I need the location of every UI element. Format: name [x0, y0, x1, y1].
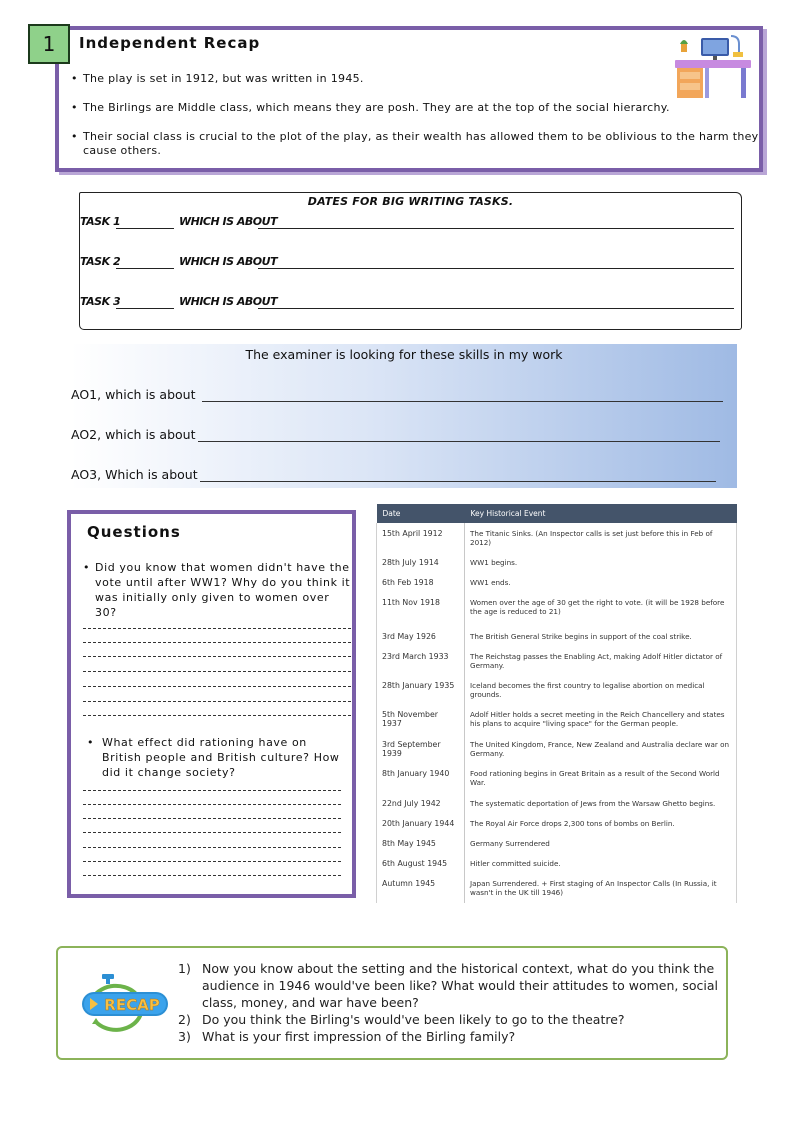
answer-line[interactable]	[83, 656, 351, 657]
event-date-cell: 20th January 1944	[377, 813, 465, 833]
event-date-cell: Autumn 1945	[377, 873, 465, 903]
recap-stopwatch-icon	[80, 974, 170, 1032]
examiner-title: The examiner is looking for these skills in my work	[245, 347, 563, 362]
questions-title: Questions	[87, 523, 181, 541]
answer-line[interactable]	[83, 847, 341, 848]
answer-line[interactable]	[83, 804, 341, 805]
event-date-cell: 8th May 1945	[377, 833, 465, 853]
recap-question	[178, 960, 718, 1011]
ao2-row	[71, 427, 731, 445]
which-label: WHICH IS ABOUT	[179, 255, 278, 268]
event-description-cell: Japan Surrendered. + First staging of An Inspector Calls (In Russia, it wasn't in the UK till 1946)	[465, 873, 737, 903]
task-topic-line[interactable]	[258, 255, 734, 269]
question-text: Now you know about the setting and the historical context, what do you think the audience in 1946 would've been like? What would their attitudes to women, social class, money, and war have been?	[202, 961, 718, 1010]
answer-line[interactable]	[83, 642, 351, 643]
answer-line[interactable]	[83, 686, 351, 687]
answer-line[interactable]	[83, 671, 351, 672]
question-number: 3)	[178, 1029, 191, 1044]
task-topic-line[interactable]	[258, 215, 734, 229]
answer-line[interactable]	[83, 861, 341, 862]
table-row	[377, 873, 737, 903]
event-description-cell: The United Kingdom, France, New Zealand and Australia declare war on Germany.	[465, 734, 737, 763]
event-date-cell: 6th August 1945	[377, 853, 465, 873]
event-date-cell: 22nd July 1942	[377, 793, 465, 813]
table-header-row	[377, 504, 737, 523]
recap-questions-box	[56, 946, 728, 1060]
ao-label: AO1, which is about	[71, 387, 196, 402]
table-row	[377, 833, 737, 853]
answer-line[interactable]	[83, 715, 351, 716]
big-writing-dates-box	[79, 192, 742, 330]
answer-line[interactable]	[83, 790, 341, 791]
event-date-cell: 3rd May 1926	[377, 626, 465, 646]
table-row	[377, 734, 737, 763]
event-description-cell: WW1 ends.	[465, 572, 737, 592]
event-description-cell: WW1 begins.	[465, 552, 737, 572]
event-description-cell: The British General Strike begins in support of the coal strike.	[465, 626, 737, 646]
task-row-2	[80, 255, 740, 271]
answer-line[interactable]	[83, 875, 341, 876]
ao-answer-line[interactable]	[202, 387, 723, 402]
desk-computer-icon	[671, 32, 755, 102]
recap-point: • The Birlings are Middle class, which means they are posh. They are at the top of the social hierarchy.	[71, 101, 759, 115]
ao-label: AO3, Which is about	[71, 467, 198, 482]
task-label: TASK 1	[80, 215, 121, 228]
column-header-event: Key Historical Event	[465, 504, 737, 523]
ao3-row	[71, 467, 731, 485]
question-text: Do you think the Birling's would've been likely to go to the theatre?	[202, 1012, 625, 1027]
task-date-line[interactable]	[116, 255, 174, 269]
event-date-cell: 23rd March 1933	[377, 646, 465, 675]
questions-box	[67, 510, 356, 898]
event-description-cell: Germany Surrendered	[465, 833, 737, 853]
table-row	[377, 572, 737, 592]
recap-points	[71, 72, 759, 173]
table-row	[377, 592, 737, 626]
question-number: 2)	[178, 1012, 191, 1027]
table-row	[377, 626, 737, 646]
which-label: WHICH IS ABOUT	[179, 295, 278, 308]
task-label: TASK 2	[80, 255, 121, 268]
table-row	[377, 646, 737, 675]
event-date-cell: 28th July 1914	[377, 552, 465, 572]
event-date-cell: 5th November 1937	[377, 704, 465, 734]
dates-title: DATES FOR BIG WRITING TASKS.	[307, 195, 514, 208]
task-date-line[interactable]	[116, 295, 174, 309]
answer-line[interactable]	[83, 701, 351, 702]
ao-answer-line[interactable]	[198, 427, 720, 442]
recap-question-list	[178, 960, 718, 1045]
question-text: What is your first impression of the Birling family?	[202, 1029, 516, 1044]
question-number: 1)	[178, 961, 191, 976]
bullet-glyph: •	[83, 561, 90, 574]
independent-recap-box	[55, 26, 763, 172]
answer-line[interactable]	[83, 832, 341, 833]
event-date-cell: 3rd September 1939	[377, 734, 465, 763]
event-date-cell: 15th April 1912	[377, 523, 465, 552]
recap-question	[178, 1011, 718, 1028]
answer-line[interactable]	[83, 818, 341, 819]
lesson-number-badge: 1	[28, 24, 70, 64]
table-row	[377, 675, 737, 704]
historical-timeline-table	[376, 504, 737, 903]
bullet-glyph: •	[87, 736, 94, 749]
task-date-line[interactable]	[116, 215, 174, 229]
answer-line[interactable]	[83, 628, 351, 629]
event-date-cell: 28th January 1935	[377, 675, 465, 704]
question-text: What effect did rationing have on British people and British culture? How did it change society?	[102, 736, 340, 779]
event-description-cell: Iceland becomes the first country to legalise abortion on medical grounds.	[465, 675, 737, 704]
ao-label: AO2, which is about	[71, 427, 196, 442]
event-description-cell: Hitler committed suicide.	[465, 853, 737, 873]
recap-point: • Their social class is crucial to the plot of the play, as their wealth has allowed them to be oblivious to the harm they cause others.	[71, 130, 759, 158]
event-description-cell: Food rationing begins in Great Britain as a result of the Second World War.	[465, 763, 737, 793]
event-description-cell: The systematic deportation of Jews from the Warsaw Ghetto begins.	[465, 793, 737, 813]
task-row-3	[80, 295, 740, 311]
table-row	[377, 793, 737, 813]
column-header-date: Date	[377, 504, 465, 523]
event-date-cell: 8th January 1940	[377, 763, 465, 793]
event-description-cell: The Reichstag passes the Enabling Act, making Adolf Hitler dictator of Germany.	[465, 646, 737, 675]
recap-point: • The play is set in 1912, but was written in 1945.	[71, 72, 759, 86]
table-row	[377, 763, 737, 793]
event-description-cell: The Royal Air Force drops 2,300 tons of bombs on Berlin.	[465, 813, 737, 833]
event-description-cell: Women over the age of 30 get the right to vote. (it will be 1928 before the age is reduced to 21)	[465, 592, 737, 626]
task-topic-line[interactable]	[258, 295, 734, 309]
table-row	[377, 552, 737, 572]
event-description-cell: The Titanic Sinks. (An Inspector calls is set just before this in Feb of 2012)	[465, 523, 737, 552]
which-label: WHICH IS ABOUT	[179, 215, 278, 228]
question-text: Did you know that women didn't have the vote until after WW1? Why do you think it was initially only given to women over 30?	[95, 561, 351, 619]
event-date-cell: 11th Nov 1918	[377, 592, 465, 626]
recap-badge-label: RECAP	[104, 996, 160, 1014]
task-label: TASK 3	[80, 295, 121, 308]
table-row	[377, 813, 737, 833]
table-row	[377, 853, 737, 873]
table-row	[377, 523, 737, 552]
recap-title: Independent Recap	[79, 34, 261, 52]
event-description-cell: Adolf Hitler holds a secret meeting in the Reich Chancellery and states his plans to acquire "living space" for the German people.	[465, 704, 737, 734]
ao-answer-line[interactable]	[200, 467, 716, 482]
event-date-cell: 6th Feb 1918	[377, 572, 465, 592]
task-row-1	[80, 215, 740, 231]
table-row	[377, 704, 737, 734]
recap-question	[178, 1028, 718, 1045]
ao1-row	[71, 387, 731, 405]
examiner-skills-box	[71, 344, 737, 488]
